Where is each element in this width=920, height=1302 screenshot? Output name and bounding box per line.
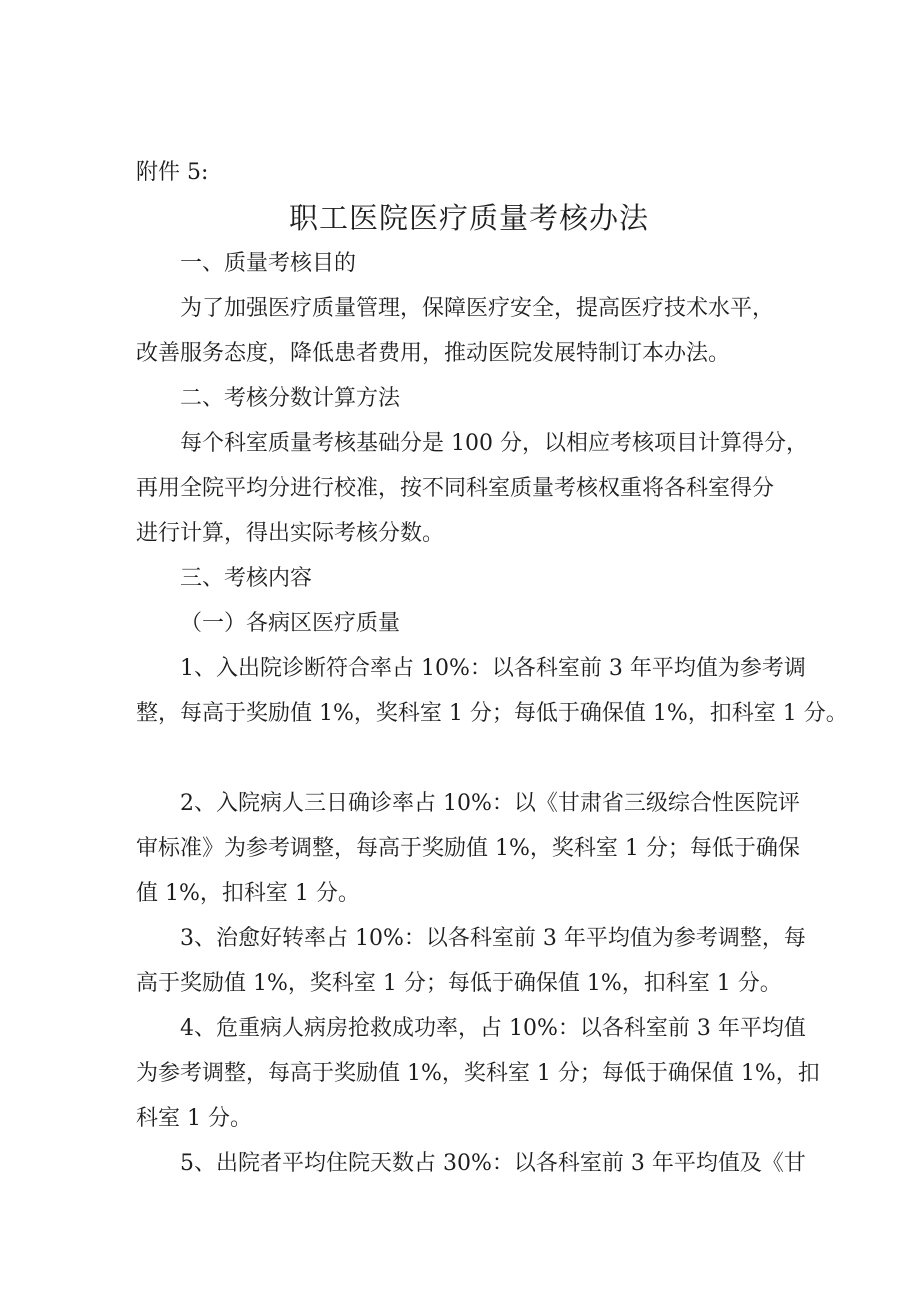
list-item-4: 4、危重病人病房抢救成功率，占 10%：以各科室前 3 年平均值: [180, 1016, 806, 1041]
text-line: 为了加强医疗质量管理，保障医疗安全，提高医疗技术水平，: [180, 296, 775, 321]
text-line: 为参考调整，每高于奖励值 1%，奖科室 1 分；每低于确保值 1%，扣: [136, 1061, 820, 1086]
text-line: 科室 1 分。: [136, 1106, 252, 1131]
text-line: 值 1%，扣科室 1 分。: [136, 881, 360, 906]
text-line: 再用全院平均分进行校准，按不同科室质量考核权重将各科室得分: [136, 476, 775, 501]
subsection-heading: （一）各病区医疗质量: [180, 611, 401, 636]
document-title: 职工医院医疗质量考核办法: [288, 201, 649, 235]
text-line: 改善服务态度，降低患者费用，推动医院发展特制订本办法。: [136, 341, 731, 366]
list-item-2: 2、入院病人三日确诊率占 10%：以《甘肃省三级综合性医院评: [180, 791, 800, 816]
text-line: 整，每高于奖励值 1%，奖科室 1 分；每低于确保值 1%，扣科室 1 分。: [136, 701, 848, 726]
section-heading-2: 二、考核分数计算方法: [180, 386, 401, 411]
text-line: 高于奖励值 1%，奖科室 1 分；每低于确保值 1%，扣科室 1 分。: [136, 971, 782, 996]
list-item-1: 1、入出院诊断符合率占 10%：以各科室前 3 年平均值为参考调: [180, 656, 806, 681]
attachment-label: 附件 5:: [136, 160, 209, 185]
text-line: 每个科室质量考核基础分是 100 分，以相应考核项目计算得分，: [180, 431, 808, 456]
blank-line: [136, 736, 802, 781]
section-heading-3: 三、考核内容: [180, 566, 313, 591]
list-item-3: 3、治愈好转率占 10%：以各科室前 3 年平均值为参考调整，每: [180, 926, 806, 951]
text-line: 审标准》为参考调整，每高于奖励值 1%，奖科室 1 分；每低于确保: [136, 836, 800, 861]
section-heading-1: 一、质量考核目的: [180, 251, 357, 276]
list-item-5: 5、出院者平均住院天数占 30%：以各科室前 3 年平均值及《甘: [180, 1151, 806, 1176]
text-line: 进行计算，得出实际考核分数。: [136, 521, 445, 546]
